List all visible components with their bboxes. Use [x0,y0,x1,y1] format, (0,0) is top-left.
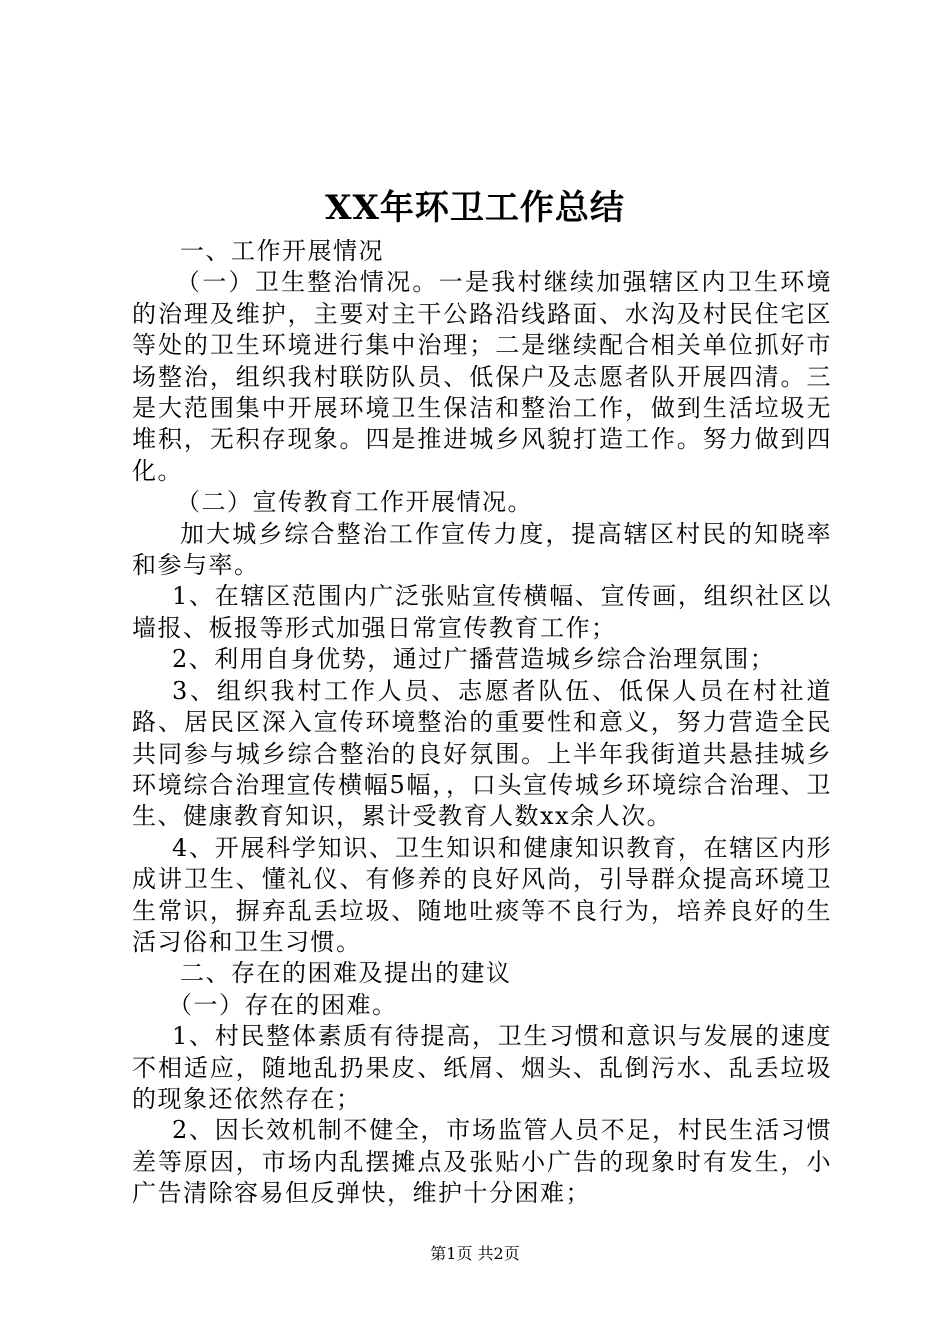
section-heading-1: 一、工作开展情况 [180,237,384,265]
paragraph-sanitation: （一）卫生整治情况。一是我村继续加强辖区内卫生环境的治理及维护，主要对主干公路沿线路面、水沟及村民住宅区等处的卫生环境进行集中治理；二是继续配合相关单位抓好市场整治，组织我村联防队员、低保户及志愿者队开展四清。三是大范围集中开展环境卫生保洁和整治工作，做到生活垃圾无堆积，无积存现象。四是推进城乡风貌打造工作。努力做到四化。 [132,268,832,485]
subheading-publicity: （二）宣传教育工作开展情况。 [176,488,533,517]
list-item-4: 4、开展科学知识、卫生知识和健康知识教育，在辖区内形成讲卫生、懂礼仪、有修养的良好风尚，引导群众提高环境卫生常识，摒弃乱丢垃圾、随地吐痰等不良行为，培养良好的生活习俗和卫生习惯。 [132,833,832,956]
list-item-2: 2、利用自身优势，通过广播营造城乡综合治理氛围； [172,645,776,674]
difficulty-item-1: 1、村民整体素质有待提高，卫生习惯和意识与发展的速度不相适应，随地乱扔果皮、纸屑、烟头、乱倒污水、乱丢垃圾的现象还依然存在； [132,1022,832,1113]
paragraph-publicity-intro: 加大城乡综合整治工作宣传力度，提高辖区村民的知晓率和参与率。 [132,519,832,580]
section-heading-2: 二、存在的困难及提出的建议 [180,959,512,988]
page-footer: 第1页 共2页 [430,1244,520,1263]
list-item-3: 3、组织我村工作人员、志愿者队伍、低保人员在村社道路、居民区深入宣传环境整治的重要性和意义，努力营造全民共同参与城乡综合整治的良好氛围。上半年我街道共悬挂城乡环境综合治理宣传横幅5幅，，口头宣传城乡环境综合治理、卫生、健康教育知识，累计受教育人数xx余人次。 [132,676,832,831]
subheading-difficulties: （一）存在的困难。 [168,990,398,1019]
document-title: XX年环卫工作总结 [325,188,625,228]
document-body [132,236,832,1210]
list-item-1: 1、在辖区范围内广泛张贴宣传横幅、宣传画，组织社区以墙报、板报等形式加强日常宣传教育工作； [132,582,832,642]
difficulty-item-2: 2、因长效机制不健全，市场监管人员不足，村民生活习惯差等原因，市场内乱摆摊点及张贴小广告的现象时有发生，小广告清除容易但反弹快，维护十分困难； [132,1116,832,1208]
